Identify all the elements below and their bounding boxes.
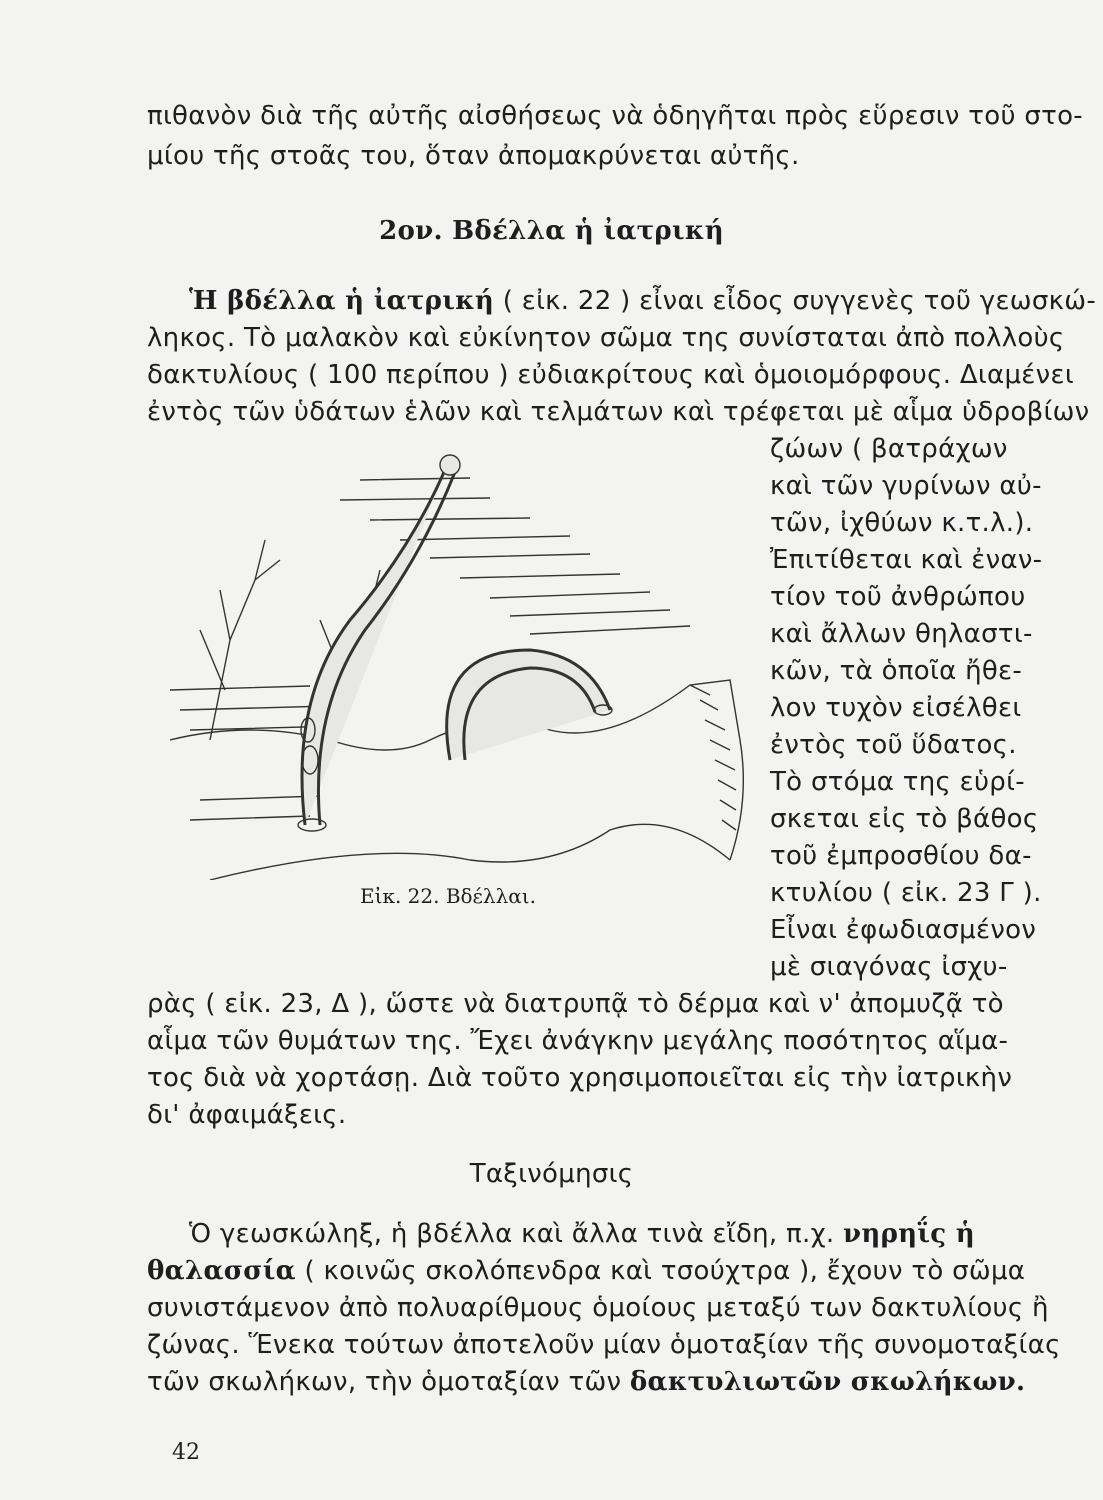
side-text-line: καὶ ἄλλων θηλαστι- (770, 619, 1033, 649)
page-number: 42 (172, 1440, 200, 1465)
side-text-line: τῶν, ἰχθύων κ.τ.λ.). (770, 508, 1034, 538)
leech-illustration (170, 440, 760, 880)
text-line (147, 285, 1097, 317)
bold-term: θαλασσία (147, 1256, 296, 1286)
side-text-line: κῶν, τὰ ὁποῖα ἤθε- (770, 656, 1023, 686)
text-line: ρὰς ( εἰκ. 23, Δ ), ὥστε νὰ διατρυπᾷ τὸ δέρμα καὶ ν' ἀπομυζᾷ τὸ (147, 989, 1004, 1019)
side-text-line: Τὸ στόμα της εὑρί- (770, 767, 1025, 797)
text-run: ( εἰκ. 22 ) εἶναι εἶδος συγγενὲς τοῦ γεωσκώ- (494, 286, 1097, 316)
text-line: τος διὰ νὰ χορτάσῃ. Διὰ τοῦτο χρησιμοποιεῖται εἰς τὴν ἰατρικὴν (147, 1063, 1013, 1093)
side-text-line: μὲ σιαγόνας ἰσχυ- (770, 952, 1008, 982)
side-text-line: τοῦ ἐμπροσθίου δα- (770, 841, 1032, 871)
text-line: ἐντὸς τῶν ὑδάτων ἑλῶν καὶ τελμάτων καὶ τρέφεται μὲ αἷμα ὑδροβίων (147, 397, 1090, 427)
side-text-line: ζώων ( βατράχων (770, 434, 1008, 464)
text-line (147, 1366, 1027, 1398)
side-text-line: Εἶναι ἐφωδιασμένον (770, 915, 1037, 945)
text-line: συνιστάμενον ἀπὸ πολυαρίθμους ὁμοίους μεταξύ των δακτυλίους ἢ (147, 1293, 1049, 1323)
bold-term: δακτυλιωτῶν σκωλήκων. (629, 1367, 1026, 1397)
side-text-line: λον τυχὸν εἰσέλθει (770, 693, 1022, 723)
side-text-line: σκεται εἰς τὸ βάθος (770, 804, 1039, 834)
bold-term: νηρηΐς ἡ (843, 1219, 975, 1249)
text-line: πιθανὸν διὰ τῆς αὐτῆς αἰσθήσεως νὰ ὁδηγῆται πρὸς εὕρεσιν τοῦ στο- (147, 101, 1083, 131)
text-run: Ὁ γεωσκώληξ, ἡ βδέλλα καὶ ἄλλα τινὰ εἴδη, π.χ. (189, 1219, 844, 1249)
text-line: ζώνας. Ἕνεκα τούτων ἀποτελοῦν μίαν ὁμοταξίαν τῆς συνομοταξίας (147, 1330, 1061, 1360)
figure-caption: Εἰκ. 22. Βδέλλαι. (360, 884, 536, 908)
side-text-line: καὶ τῶν γυρίνων αὐ- (770, 471, 1042, 501)
text-run: τῶν σκωλήκων, τὴν ὁμοταξίαν τῶν (147, 1367, 630, 1397)
side-text-line: Ἐπιτίθεται καὶ ἐναν- (770, 545, 1043, 575)
text-run: ( κοινῶς σκολόπενδρα καὶ τσούχτρα ), ἔχουν τὸ σῶμα (295, 1256, 1026, 1286)
text-line: δακτυλίους ( 100 περίπου ) εὐδιακρίτους καὶ ὁμοιομόρφους. Διαμένει (147, 360, 1074, 390)
section-title: Ταξινόμησις (469, 1159, 634, 1189)
text-line: ληκος. Τὸ μαλακὸν καὶ εὐκίνητον σῶμα της συνίσταται ἀπὸ πολλοὺς (147, 323, 1065, 353)
text-line: αἷμα τῶν θυμάτων της. Ἔχει ἀνάγκην μεγάλης ποσότητος αἵμα- (147, 1026, 1009, 1056)
section-heading: 2ον. Βδέλλα ἡ ἰατρική (379, 216, 724, 246)
side-text-line: τίον τοῦ ἀνθρώπου (770, 582, 1026, 612)
text-line (147, 1218, 1027, 1250)
side-text-line: ἐντὸς τοῦ ὕδατος. (770, 730, 1017, 760)
side-text-line: κτυλίου ( εἰκ. 23 Γ ). (770, 878, 1042, 908)
text-line: μίου τῆς στοᾶς του, ὅταν ἀπομακρύνεται αὐτῆς. (147, 141, 800, 171)
text-line (147, 1255, 1027, 1287)
text-line: δι' ἀφαιμάξεις. (147, 1100, 347, 1130)
bold-term: Ἡ βδέλλα ἡ ἰατρική (189, 286, 495, 316)
